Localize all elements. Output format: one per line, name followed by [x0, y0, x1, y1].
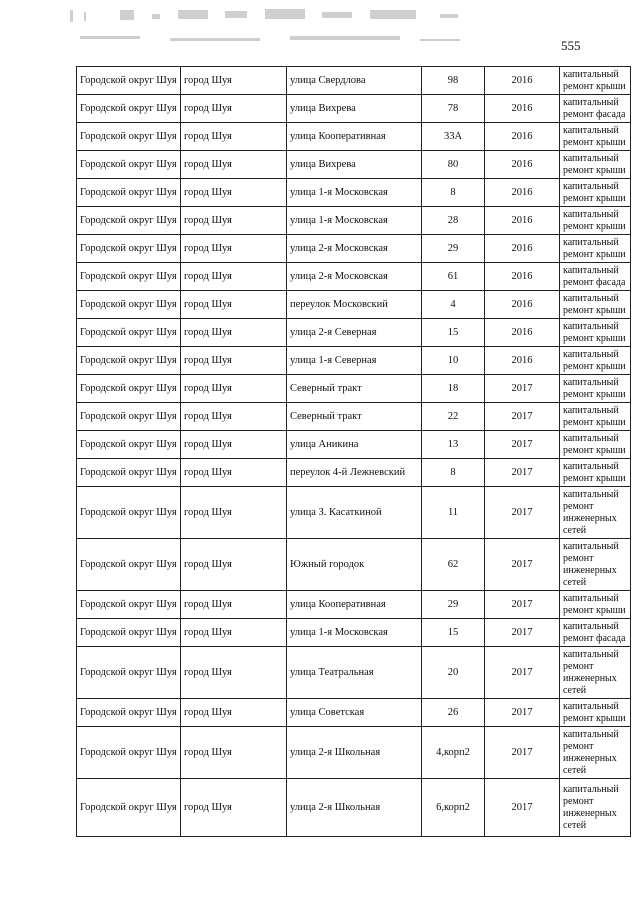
- page-number: 555: [561, 38, 581, 53]
- house-number-cell: 29: [422, 591, 485, 619]
- street-cell: улица 1-я Московская: [287, 619, 422, 647]
- work-type-cell: капитальный ремонт крыши: [560, 207, 631, 235]
- house-number-cell: 11: [422, 487, 485, 539]
- house-number-cell: 29: [422, 235, 485, 263]
- city-cell: город Шуя: [181, 67, 287, 95]
- house-number-cell: 26: [422, 699, 485, 727]
- okrug-cell: Городской округ Шуя: [77, 779, 181, 837]
- year-cell: 2017: [485, 375, 560, 403]
- work-type-cell: капитальный ремонт крыши: [560, 431, 631, 459]
- city-cell: город Шуя: [181, 487, 287, 539]
- street-cell: улица 2-я Школьная: [287, 727, 422, 779]
- street-cell: улица 2-я Северная: [287, 319, 422, 347]
- work-type-cell: капитальный ремонт инженерных сетей: [560, 727, 631, 779]
- year-cell: 2016: [485, 151, 560, 179]
- table-row: [77, 431, 631, 459]
- city-cell: город Шуя: [181, 647, 287, 699]
- okrug-cell: Городской округ Шуя: [77, 95, 181, 123]
- table-row: [77, 151, 631, 179]
- okrug-cell: Городской округ Шуя: [77, 207, 181, 235]
- house-number-cell: 20: [422, 647, 485, 699]
- okrug-cell: Городской округ Шуя: [77, 235, 181, 263]
- work-type-cell: капитальный ремонт крыши: [560, 67, 631, 95]
- year-cell: 2017: [485, 619, 560, 647]
- house-number-cell: 78: [422, 95, 485, 123]
- house-number-cell: 98: [422, 67, 485, 95]
- house-number-cell: 4,корп2: [422, 727, 485, 779]
- street-cell: Северный тракт: [287, 403, 422, 431]
- work-type-cell: капитальный ремонт крыши: [560, 347, 631, 375]
- city-cell: город Шуя: [181, 375, 287, 403]
- year-cell: 2016: [485, 207, 560, 235]
- table-row: [77, 235, 631, 263]
- work-type-cell: капитальный ремонт крыши: [560, 151, 631, 179]
- work-type-cell: капитальный ремонт инженерных сетей: [560, 539, 631, 591]
- table-row: [77, 319, 631, 347]
- house-number-cell: 62: [422, 539, 485, 591]
- street-cell: улица 1-я Северная: [287, 347, 422, 375]
- work-type-cell: капитальный ремонт фасада: [560, 95, 631, 123]
- city-cell: город Шуя: [181, 459, 287, 487]
- work-type-cell: капитальный ремонт крыши: [560, 319, 631, 347]
- house-number-cell: 8: [422, 459, 485, 487]
- housing-repair-table: [76, 66, 631, 837]
- year-cell: 2017: [485, 403, 560, 431]
- okrug-cell: Городской округ Шуя: [77, 539, 181, 591]
- okrug-cell: Городской округ Шуя: [77, 403, 181, 431]
- year-cell: 2017: [485, 647, 560, 699]
- okrug-cell: Городской округ Шуя: [77, 647, 181, 699]
- street-cell: Северный тракт: [287, 375, 422, 403]
- year-cell: 2017: [485, 727, 560, 779]
- house-number-cell: 15: [422, 319, 485, 347]
- okrug-cell: Городской округ Шуя: [77, 67, 181, 95]
- street-cell: улица 2-я Московская: [287, 235, 422, 263]
- okrug-cell: Городской округ Шуя: [77, 375, 181, 403]
- house-number-cell: 18: [422, 375, 485, 403]
- street-cell: улица Советская: [287, 699, 422, 727]
- street-cell: улица Кооперативная: [287, 591, 422, 619]
- table-row: [77, 403, 631, 431]
- city-cell: город Шуя: [181, 591, 287, 619]
- okrug-cell: Городской округ Шуя: [77, 347, 181, 375]
- house-number-cell: 4: [422, 291, 485, 319]
- year-cell: 2017: [485, 459, 560, 487]
- city-cell: город Шуя: [181, 151, 287, 179]
- city-cell: город Шуя: [181, 347, 287, 375]
- work-type-cell: капитальный ремонт фасада: [560, 263, 631, 291]
- okrug-cell: Городской округ Шуя: [77, 699, 181, 727]
- city-cell: город Шуя: [181, 403, 287, 431]
- work-type-cell: капитальный ремонт крыши: [560, 591, 631, 619]
- okrug-cell: Городской округ Шуя: [77, 487, 181, 539]
- year-cell: 2017: [485, 487, 560, 539]
- city-cell: город Шуя: [181, 263, 287, 291]
- table-row: [77, 727, 631, 779]
- work-type-cell: капитальный ремонт крыши: [560, 291, 631, 319]
- table-row: [77, 699, 631, 727]
- city-cell: город Шуя: [181, 291, 287, 319]
- table-row: [77, 779, 631, 837]
- city-cell: город Шуя: [181, 95, 287, 123]
- year-cell: 2017: [485, 591, 560, 619]
- street-cell: улица Вихрева: [287, 151, 422, 179]
- table-row: [77, 179, 631, 207]
- work-type-cell: капитальный ремонт инженерных сетей: [560, 487, 631, 539]
- table-row: [77, 207, 631, 235]
- house-number-cell: 10: [422, 347, 485, 375]
- table-row: [77, 647, 631, 699]
- street-cell: улица Аникина: [287, 431, 422, 459]
- city-cell: город Шуя: [181, 179, 287, 207]
- work-type-cell: капитальный ремонт крыши: [560, 235, 631, 263]
- street-cell: улица Театральная: [287, 647, 422, 699]
- table-row: [77, 263, 631, 291]
- work-type-cell: капитальный ремонт крыши: [560, 403, 631, 431]
- street-cell: улица 2-я Московская: [287, 263, 422, 291]
- house-number-cell: 15: [422, 619, 485, 647]
- table-row: [77, 95, 631, 123]
- year-cell: 2016: [485, 235, 560, 263]
- city-cell: город Шуя: [181, 727, 287, 779]
- okrug-cell: Городской округ Шуя: [77, 619, 181, 647]
- city-cell: город Шуя: [181, 619, 287, 647]
- house-number-cell: 13: [422, 431, 485, 459]
- year-cell: 2016: [485, 347, 560, 375]
- street-cell: улица 1-я Московская: [287, 179, 422, 207]
- work-type-cell: капитальный ремонт инженерных сетей: [560, 647, 631, 699]
- city-cell: город Шуя: [181, 235, 287, 263]
- street-cell: улица Свердлова: [287, 67, 422, 95]
- okrug-cell: Городской округ Шуя: [77, 431, 181, 459]
- house-number-cell: 22: [422, 403, 485, 431]
- year-cell: 2016: [485, 263, 560, 291]
- year-cell: 2017: [485, 699, 560, 727]
- work-type-cell: капитальный ремонт крыши: [560, 123, 631, 151]
- city-cell: город Шуя: [181, 319, 287, 347]
- table-row: [77, 539, 631, 591]
- table-row: [77, 347, 631, 375]
- street-cell: переулок Московский: [287, 291, 422, 319]
- okrug-cell: Городской округ Шуя: [77, 727, 181, 779]
- year-cell: 2016: [485, 95, 560, 123]
- house-number-cell: 61: [422, 263, 485, 291]
- year-cell: 2016: [485, 291, 560, 319]
- city-cell: город Шуя: [181, 123, 287, 151]
- work-type-cell: капитальный ремонт инженерных сетей: [560, 779, 631, 837]
- year-cell: 2017: [485, 539, 560, 591]
- okrug-cell: Городской округ Шуя: [77, 263, 181, 291]
- okrug-cell: Городской округ Шуя: [77, 123, 181, 151]
- street-cell: улица 1-я Московская: [287, 207, 422, 235]
- street-cell: улица Вихрева: [287, 95, 422, 123]
- okrug-cell: Городской округ Шуя: [77, 319, 181, 347]
- table-row: [77, 459, 631, 487]
- table-row: [77, 67, 631, 95]
- table-row: [77, 487, 631, 539]
- street-cell: переулок 4-й Лежневский: [287, 459, 422, 487]
- city-cell: город Шуя: [181, 539, 287, 591]
- work-type-cell: капитальный ремонт крыши: [560, 699, 631, 727]
- table-row: [77, 375, 631, 403]
- city-cell: город Шуя: [181, 779, 287, 837]
- year-cell: 2017: [485, 431, 560, 459]
- year-cell: 2016: [485, 179, 560, 207]
- okrug-cell: Городской округ Шуя: [77, 179, 181, 207]
- year-cell: 2016: [485, 123, 560, 151]
- street-cell: улица Кооперативная: [287, 123, 422, 151]
- house-number-cell: 28: [422, 207, 485, 235]
- city-cell: город Шуя: [181, 699, 287, 727]
- house-number-cell: 6,корп2: [422, 779, 485, 837]
- work-type-cell: капитальный ремонт крыши: [560, 179, 631, 207]
- house-number-cell: 80: [422, 151, 485, 179]
- street-cell: Южный городок: [287, 539, 422, 591]
- okrug-cell: Городской округ Шуя: [77, 591, 181, 619]
- table-row: [77, 619, 631, 647]
- street-cell: улица 2-я Школьная: [287, 779, 422, 837]
- city-cell: город Шуя: [181, 431, 287, 459]
- work-type-cell: капитальный ремонт крыши: [560, 375, 631, 403]
- house-number-cell: 33А: [422, 123, 485, 151]
- year-cell: 2016: [485, 67, 560, 95]
- table-row: [77, 591, 631, 619]
- okrug-cell: Городской округ Шуя: [77, 151, 181, 179]
- street-cell: улица З. Касаткиной: [287, 487, 422, 539]
- year-cell: 2016: [485, 319, 560, 347]
- year-cell: 2017: [485, 779, 560, 837]
- work-type-cell: капитальный ремонт фасада: [560, 619, 631, 647]
- table-row: [77, 291, 631, 319]
- okrug-cell: Городской округ Шуя: [77, 459, 181, 487]
- scan-artifact-header: [60, 6, 530, 56]
- okrug-cell: Городской округ Шуя: [77, 291, 181, 319]
- city-cell: город Шуя: [181, 207, 287, 235]
- house-number-cell: 8: [422, 179, 485, 207]
- work-type-cell: капитальный ремонт крыши: [560, 459, 631, 487]
- table-row: [77, 123, 631, 151]
